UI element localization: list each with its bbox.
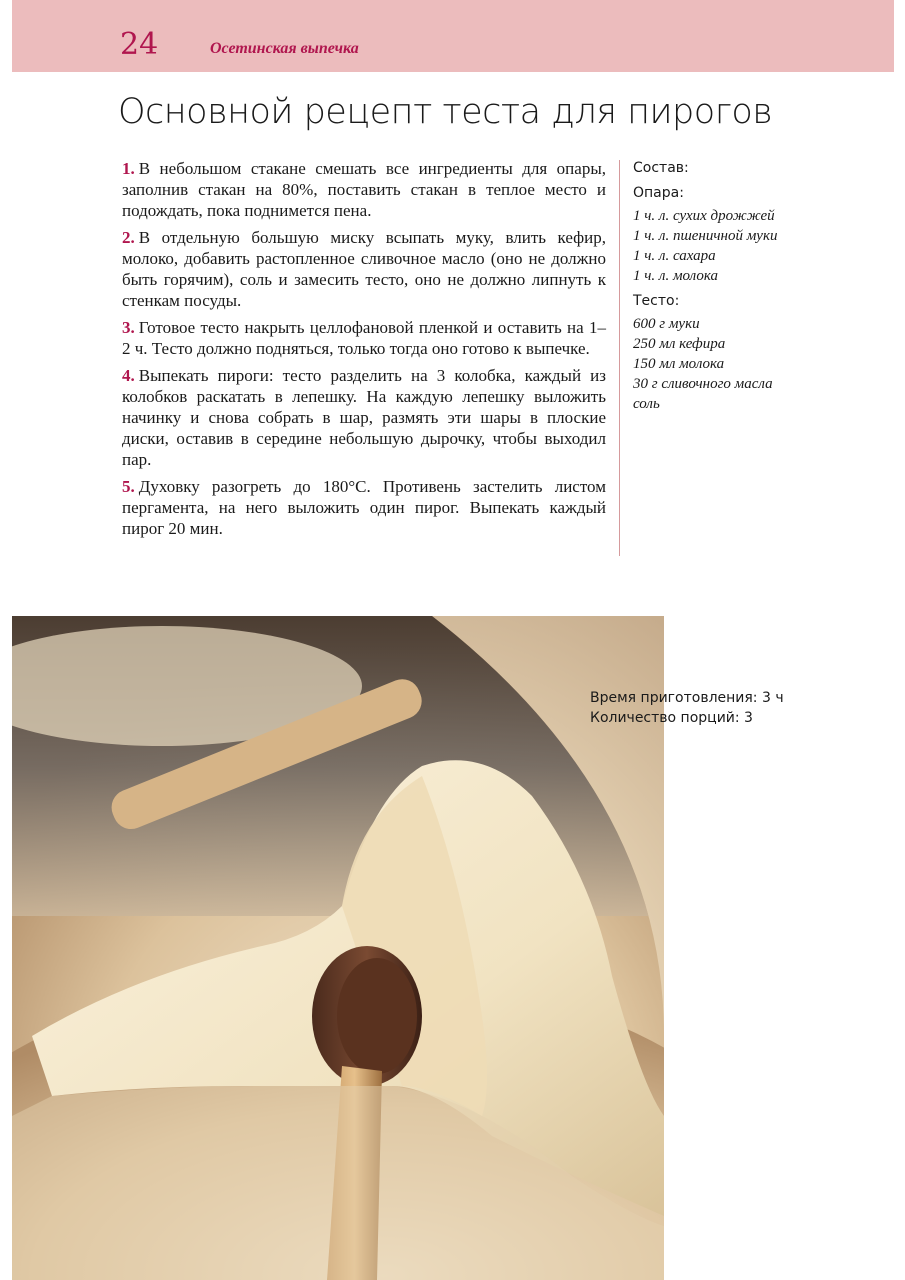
step-number: 3. [122,318,135,337]
ingredient-item: 1 ч. л. пшеничной муки [633,228,778,244]
step-text: Готовое тесто накрыть целлофановой пленкой и оставить на 1–2 ч. Тесто должно подняться, только тогда оно готово к выпечке. [122,318,606,358]
ingredients-heading: Состав: [633,160,689,176]
ingredient-item: 1 ч. л. сухих дрожжей [633,208,775,224]
step-1 [122,158,606,221]
step-5 [122,476,606,539]
section-title: Осетинская выпечка [210,40,359,57]
ingredient-item: 1 ч. л. сахара [633,248,716,264]
step-4 [122,365,606,470]
page-number: 24 [120,27,159,62]
recipe-steps [122,158,606,545]
step-3 [122,317,606,359]
ingredient-item: 250 мл кефира [633,336,726,352]
ingredient-item: 150 мл молока [633,356,725,372]
step-number: 2. [122,228,135,247]
step-text: Выпекать пироги: тесто разделить на 3 колобка, каждый из колобков раскатать в лепешку. На каждую лепешку выложить начинку и снова собрать в шар, размять эти шары в плоские диски, оставив в середине небольшую дырочку, чтобы выходил пар. [122,366,606,469]
ingredient-item: 30 г сливочного масла [633,376,773,392]
dough-rolling-pin-photo [12,616,664,1280]
step-number: 4. [122,366,135,385]
servings: Количество порций: 3 [590,710,753,726]
ingredient-group-starter [633,183,833,286]
ingredient-item: соль [633,396,660,412]
column-divider [619,160,620,556]
ingredient-item: 600 г муки [633,316,700,332]
ingredient-group-dough [633,291,833,414]
step-2 [122,227,606,311]
step-text: Духовку разогреть до 180°С. Противень застелить листом пергамента, на него выложить один пирог. Выпекать каждый пирог 20 мин. [122,477,606,538]
recipe-title: Основной рецепт теста для пирогов [118,92,773,132]
prep-time: Время приготовления: 3 ч [590,690,784,706]
step-text: В небольшом стакане смешать все ингредиенты для опары, заполнив стакан на 80%, поставить стакан в теплое место и подождать, пока поднимется пена. [122,159,606,220]
step-text: В отдельную большую миску всыпать муку, влить кефир, молоко, добавить растопленное сливочное масло (оно не должно быть горячим), соль и замесить тесто, оно не должно липнуть к стенкам посуды. [122,228,606,310]
step-number: 1. [122,159,135,178]
ingredients-panel [633,158,833,414]
ingredient-item: 1 ч. л. молока [633,268,719,284]
ingredient-group-name: Опара: [633,185,684,201]
ingredient-group-name: Тесто: [633,293,680,309]
recipe-meta [590,688,850,728]
step-number: 5. [122,477,135,496]
